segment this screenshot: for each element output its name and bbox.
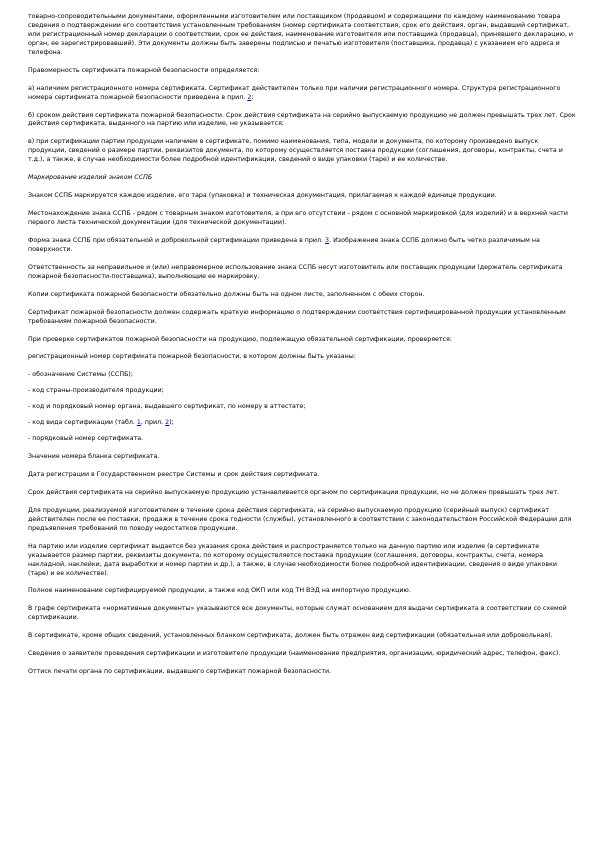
responsibility-paragraph: Ответственность за неправильное и (или) неправомерное использование знака ССПБ несут изготовитель или поставщик продукции (держатель сертификата пожарной безопасности-поставщика), выполняющие ее маркировку. [28,263,563,280]
list-item-serial-number: - порядковый номер сертификата. [28,435,144,443]
marking-paragraph-1: Знаком ССПБ маркируется каждое изделие, его тара (упаковка) и техническая документация, прилагаемая к каждой единице продукции. [28,192,497,200]
appendix-2-link-2[interactable]: 2 [165,419,170,427]
appendix-2-link[interactable]: 2 [247,93,252,101]
sold-products-paragraph: Для продукции, реализуемой изготовителем в течение срока действия сертификата, на серийно выпускаемую продукцию (серийный выпуск) сертификат действителен после ее поставки, продажи в течение срока годности (службы), установленного в соответствии с законодательством Российской Федерации для предъявления требований по поводу недостатков продукции. [28,506,572,532]
item-4-end: ); [169,419,174,427]
reg-number-paragraph: регистрационный номер сертификата пожарной безопасности, в котором должны быть указаны: [28,353,356,361]
check-intro-paragraph: При проверке сертификатов пожарной безопасности на продукцию, подлежащую обязательной сертификации, проверяется: [28,335,452,343]
reg-date-paragraph: Дата регистрации в Государственном реестре Системы и срок действия сертификата. [28,471,320,478]
validity-a-end: ; [251,93,254,101]
marking-p3-text: Форма знака ССПБ при обязательной и добровольной сертификации приведена в прил. [28,236,326,244]
marking-heading: Маркирование изделий знаком ССПБ [28,174,153,182]
list-item-certification-type [28,419,576,428]
list-item-system: - обозначение Системы (ССПБ); [28,371,133,379]
marking-paragraph-3 [28,237,576,255]
copies-paragraph: Копии сертификата пожарной безопасности обязательно должны быть на одном листе, заполненном с обеих сторон. [28,290,425,298]
validity-item-b: б) сроком действия сертификата пожарной безопасности. Срок действия сертификата на серийно выпускаемую продукцию не должен превышать трех лет. Срок действия сертификата, выданного на партию или изделие, не указывается; [28,111,576,128]
other-info-paragraph: В сертификате, кроме общих сведений, установленных бланком сертификата, должен быть отражен вид сертификации (обязательная или добровольная). [28,632,553,640]
stamp-paragraph: Оттиск печати органа по сертификации, выдавшего сертификат пожарной безопасности. [28,668,332,676]
marking-paragraph-2: Местонахождение знака ССПБ - рядом с товарным знаком изготовителя, а при его отсутствии - рядом с основной маркировкой (для изделий) и в верхней части первого листа технической документации (для технической документации). [28,210,568,226]
intro-continuation: товарно-сопроводительными документами, оформленными изготовителем или поставщиком (продавцом) и содержащими по каждому наименованию товара сведения о подтверждении его соответствия установленным требованиям (номер сертификата соответствия, срок его действия, орган, выдавший сертификат, или регистрационный номер декларации о соответствии, срок ее действия, наименование изготовителя или поставщика (продавца), принявшего декларацию, и орган, ее зарегистрировавший). Эти документы должны быть заверены подписью и печатью изготовителя (поставщика, продавца) с указанием его адреса и телефона. [28,13,574,56]
document-page [28,13,576,686]
batch-term-paragraph: На партию или изделие сертификат выдается без указания срока действия и распространяется только на данную партию или изделие (в сертификате указывается размер партии, реквизиты документа, по которому осуществляется поставка продукции (соглашения, договоры, контракты, счета, номера накладной, наклейки, дата выработки и номер партии и др.), а также, в случае необходимости более подробной идентификации, сведения о виде упаковки (таре) и ее количестве). [28,542,558,577]
content-paragraph: Сертификат пожарной безопасности должен содержать краткую информацию о подтверждении соответствия сертифицированной продукции установленным требованиям пожарной безопасности. [28,308,566,325]
validity-a-text: а) наличием регистрационного номера сертификата. Сертификат действителен только при наличии регистрационного номера. Структура регистрационного номера сертификата пожарной безопасности приведена в прил. [28,84,561,101]
marking-p3-end: . Изображение знака ССПБ должно быть четко различимым на поверхности. [28,236,540,253]
term-serial-paragraph: Срок действия сертификата на серийно выпускаемую продукцию устанавливается органом по сертификации продукции, но не должен превышать трех лет. [28,488,560,496]
item-4-mid: , прил. [140,419,166,427]
table-1-link[interactable]: 1 [136,419,141,427]
item-4-text: - код вида сертификации (табл. [28,419,137,427]
blank-number-paragraph: Значение номера бланка сертификата. [28,453,160,461]
validity-heading: Правомерность сертификата пожарной безопасности определяется: [28,66,260,74]
validity-item-c: в) при сертификации партии продукции наличием в сертификате, помимо наименования, типа, модели и документа, по которому произведено выпуск продукции, сведений о размере партии, реквизитов документа, по которому осуществляется поставка продукции (соглашения, договоры, контракты, счета и т.д.), а также, в случае необходимости более подробной идентификации, сведений о виде упаковки (таре) и ее количестве. [28,138,563,164]
appendix-3-link[interactable]: 3 [325,236,330,244]
list-item-organ-code: - код и порядковый номер органа, выдавшего сертификат, по номеру в аттестате; [28,403,306,411]
applicant-paragraph: Сведения о заявителе проведения сертификации и изготовителе продукции (наименование предприятия, организации, юридический адрес, телефон, факс). [28,650,561,658]
validity-item-a [28,85,576,103]
list-item-country-code: - код страны-производителя продукции; [28,387,164,395]
norm-docs-paragraph: В графе сертификата «нормативные документы» указываются все документы, которые служат основанием для выдачи сертификата в соответствии со схемой сертификации. [28,605,567,622]
full-name-paragraph: Полное наименование сертифицируемой продукции, а также код ОКП или код ТН ВЭД на импортную продукцию. [28,587,411,595]
